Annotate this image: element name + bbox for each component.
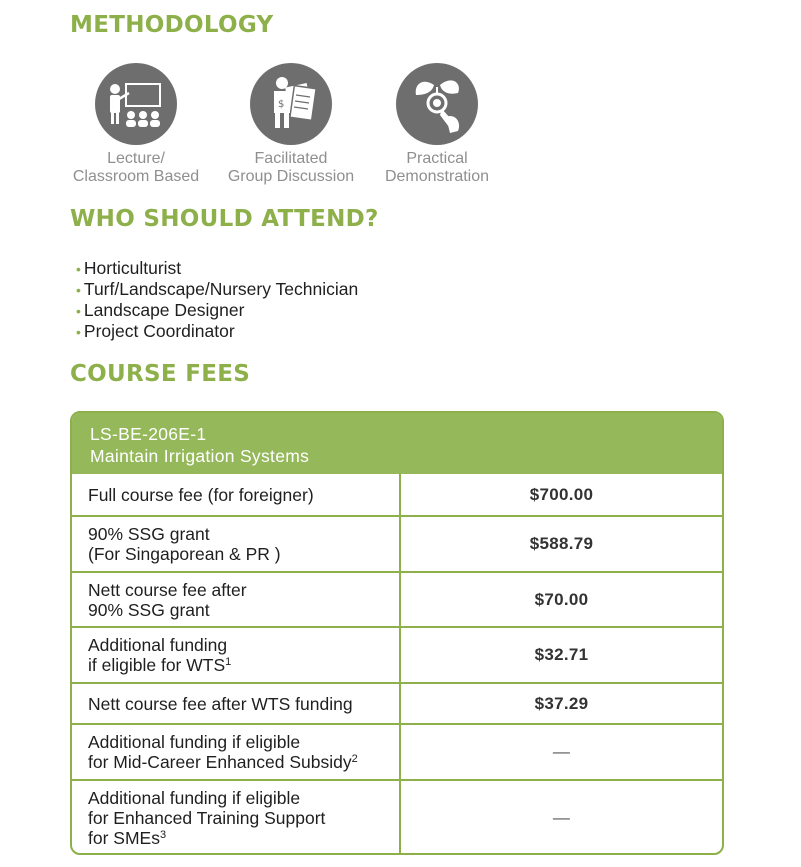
discussion-icon <box>250 63 332 145</box>
bullet-icon: • <box>76 324 81 340</box>
fee-label: 90% SSG grant (For Singaporean & PR ) <box>88 524 281 564</box>
fee-value: $37.29 <box>400 683 722 724</box>
lecture-icon <box>95 63 177 145</box>
who-should-attend-heading: WHO SHOULD ATTEND? <box>70 206 379 232</box>
fee-value: $588.79 <box>400 516 722 572</box>
svg-text:$: $ <box>278 99 285 110</box>
method-lecture <box>61 63 211 186</box>
footnote-marker: 2 <box>351 753 358 765</box>
bullet-icon: • <box>76 303 81 319</box>
fee-value: — <box>400 780 722 854</box>
fee-label: Nett course fee after 90% SSG grant <box>88 579 247 620</box>
list-item: • Project Coordinator <box>76 321 235 341</box>
method-demonstration <box>362 63 512 186</box>
fee-label: Additional funding if eligible for Enhanced Training Support for SMEs <box>88 787 326 848</box>
fee-label: Additional funding if eligible for Mid-Career Enhanced Subsidy <box>88 732 352 772</box>
fee-value: $700.00 <box>529 484 594 504</box>
course-code: LS-BE-206E-1 <box>90 424 207 444</box>
fee-value: $32.71 <box>400 627 722 683</box>
footnote-marker: 3 <box>159 828 167 841</box>
fee-value: — <box>400 724 722 780</box>
demonstration-icon <box>396 63 478 145</box>
course-name: Maintain Irrigation Systems <box>90 446 310 466</box>
fee-label: Full course fee (for foreigner) <box>88 484 314 505</box>
bullet-icon: • <box>76 261 81 277</box>
table-row <box>72 572 722 627</box>
fee-table-body <box>72 474 722 854</box>
fee-label: Additional funding if eligible for WTS <box>88 635 228 675</box>
methodology-heading: METHODOLOGY <box>70 12 274 38</box>
table-row <box>72 683 722 724</box>
table-row <box>72 627 722 683</box>
method-label: Lecture/ Classroom Based <box>72 150 200 185</box>
list-item: • Landscape Designer <box>76 300 245 320</box>
method-label: Practical Demonstration <box>384 150 490 185</box>
table-row <box>72 780 722 854</box>
fee-label: Nett course fee after WTS funding <box>88 693 353 714</box>
bullet-icon: • <box>76 282 81 298</box>
method-label: Facilitated Group Discussion <box>227 150 355 185</box>
attend-list <box>76 258 358 342</box>
footnote-marker: 1 <box>225 656 232 668</box>
table-row <box>72 516 722 572</box>
list-item: • Horticulturist <box>76 258 182 278</box>
list-item: • Turf/Landscape/Nursery Technician <box>76 279 359 299</box>
fee-table-header <box>72 413 722 474</box>
method-discussion <box>216 63 366 186</box>
course-fees-heading: COURSE FEES <box>70 361 251 387</box>
table-row <box>72 474 722 516</box>
course-fee-table <box>70 411 724 855</box>
table-row <box>72 724 722 780</box>
fee-value: $70.00 <box>400 572 722 627</box>
